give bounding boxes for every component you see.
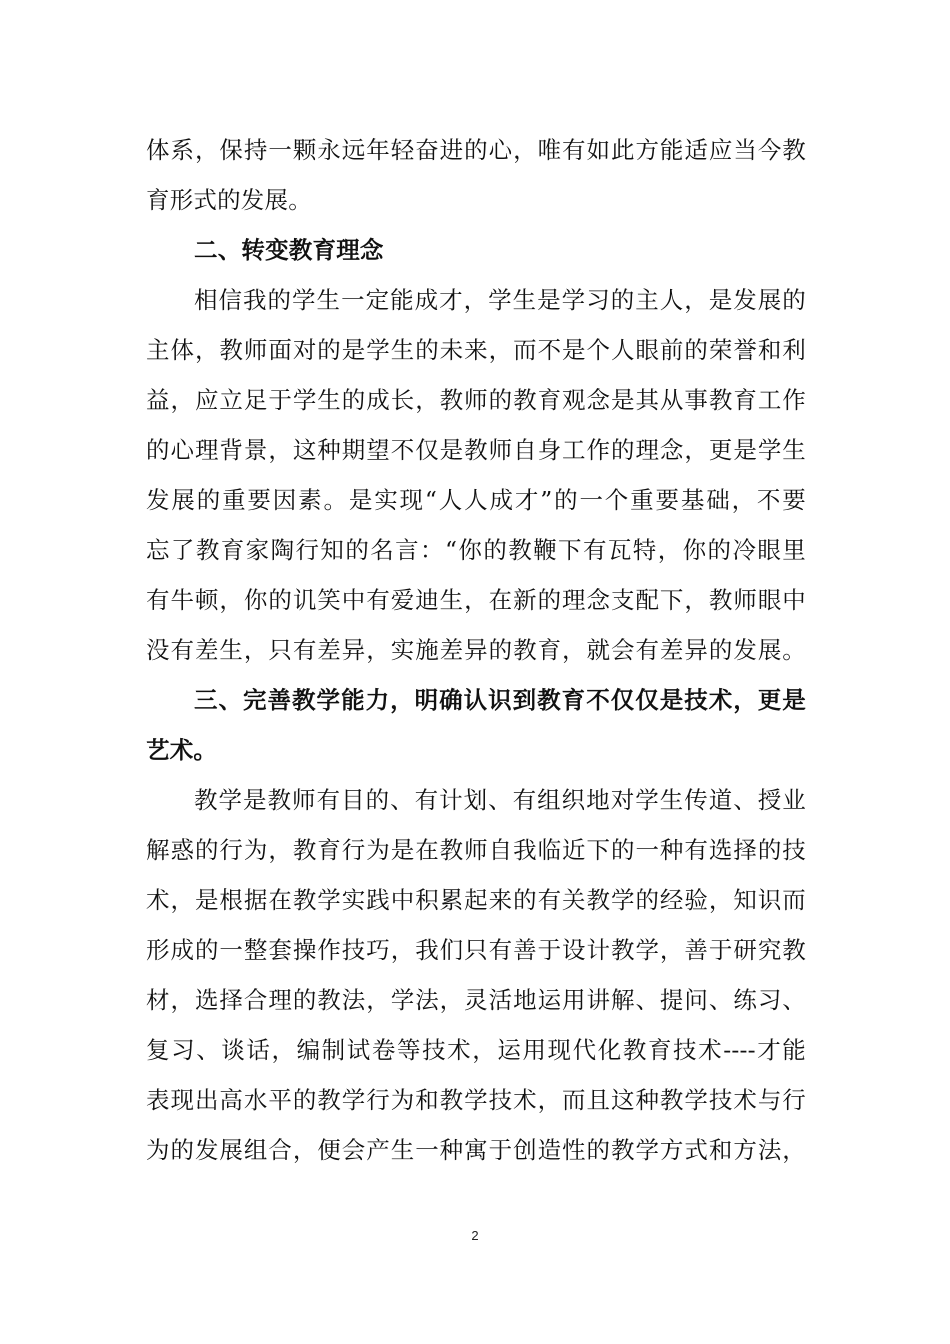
page-number: 2 [471,1228,479,1243]
paragraph-3-line-3: 术，是根据在教学实践中积累起来的有关教学的经验，知识而 [146,886,806,914]
paragraph-2-line-2: 主体，教师面对的是学生的未来，而不是个人眼前的荣誉和利 [146,336,806,364]
paragraph-2-line-7: 有牛顿，你的讥笑中有爱迪生，在新的理念支配下，教师眼中 [146,586,806,614]
paragraph-2-line-3: 益，应立足于学生的成长，教师的教育观念是其从事教育工作 [146,386,806,414]
paragraph-3-line-2: 解惑的行为，教育行为是在教师自我临近下的一种有选择的技 [146,836,806,864]
paragraph-2-line-6: 忘了教育家陶行知的名言：“你的教鞭下有瓦特，你的冷眼里 [146,536,806,564]
section-heading-3-line-1: 三、完善教学能力，明确认识到教育不仅仅是技术，更是 [194,686,806,714]
paragraph-2-line-8: 没有差生，只有差异，实施差异的教育，就会有差异的发展。 [146,636,806,664]
paragraph-2-line-1: 相信我的学生一定能成才，学生是学习的主人，是发展的 [194,286,806,314]
paragraph-3-line-5: 材，选择合理的教法，学法，灵活地运用讲解、提问、练习、 [146,986,806,1014]
paragraph-3-line-7: 表现出高水平的教学行为和教学技术，而且这种教学技术与行 [146,1086,806,1114]
paragraph-3-line-8: 为的发展组合，便会产生一种寓于创造性的教学方式和方法， [146,1136,806,1164]
paragraph-3-line-1: 教学是教师有目的、有计划、有组织地对学生传道、授业 [194,786,806,814]
paragraph-1-line-2: 育形式的发展。 [146,186,312,214]
paragraph-3-line-4: 形成的一整套操作技巧，我们只有善于设计教学，善于研究教 [146,936,806,964]
paragraph-3-line-6: 复习、谈话，编制试卷等技术，运用现代化教育技术----才能 [146,1036,806,1064]
paragraph-2-line-5: 发展的重要因素。是实现“人人成才”的一个重要基础，不要 [146,486,806,514]
paragraph-1-line-1: 体系，保持一颗永远年轻奋进的心，唯有如此方能适应当今教 [146,136,806,164]
section-heading-3-line-2: 艺术。 [146,736,218,764]
paragraph-2-line-4: 的心理背景，这种期望不仅是教师自身工作的理念，更是学生 [146,436,806,464]
section-heading-2: 二、转变教育理念 [194,236,384,264]
